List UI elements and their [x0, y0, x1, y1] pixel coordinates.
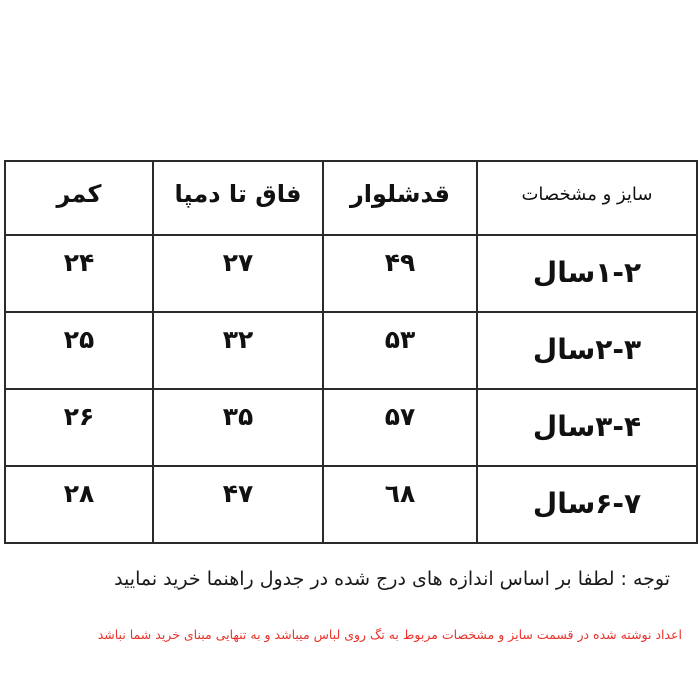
- cell-size: ۳-۴سال: [477, 389, 697, 466]
- table-row: [5, 466, 697, 543]
- cell-pants-length: ۵۷: [323, 389, 477, 466]
- cell-inseam: ۳۵: [153, 389, 323, 466]
- header-size-spec: سایز و مشخصات: [477, 161, 697, 235]
- table-row: [5, 235, 697, 312]
- header-inseam: فاق تا دمپا: [153, 161, 323, 235]
- cell-waist: ۲۸: [5, 466, 153, 543]
- table-row: [5, 312, 697, 389]
- cell-pants-length: ۵۳: [323, 312, 477, 389]
- purchase-note: توجه : لطفا بر اساس اندازه های درج شده در جدول راهنما خرید نمایید: [114, 568, 670, 590]
- cell-size: ۱-۲سال: [477, 235, 697, 312]
- header-waist: کمر: [5, 161, 153, 235]
- cell-inseam: ۳۲: [153, 312, 323, 389]
- header-row: [5, 161, 697, 235]
- cell-size: ۶-۷سال: [477, 466, 697, 543]
- cell-pants-length: ٦۸: [323, 466, 477, 543]
- cell-waist: ۲۵: [5, 312, 153, 389]
- cell-waist: ۲۶: [5, 389, 153, 466]
- size-chart-table: [4, 160, 698, 544]
- cell-size: ۲-۳سال: [477, 312, 697, 389]
- header-pants-length: قدشلوار: [323, 161, 477, 235]
- table-row: [5, 389, 697, 466]
- cell-waist: ۲۴: [5, 235, 153, 312]
- cell-inseam: ۴۷: [153, 466, 323, 543]
- cell-inseam: ۲۷: [153, 235, 323, 312]
- cell-pants-length: ۴۹: [323, 235, 477, 312]
- tag-size-warning: اعداد نوشته شده در قسمت سایز و مشخصات مربوط به تگ روی لباس میباشد و به تنهایی مبنای خرید شما نباشد: [97, 627, 682, 642]
